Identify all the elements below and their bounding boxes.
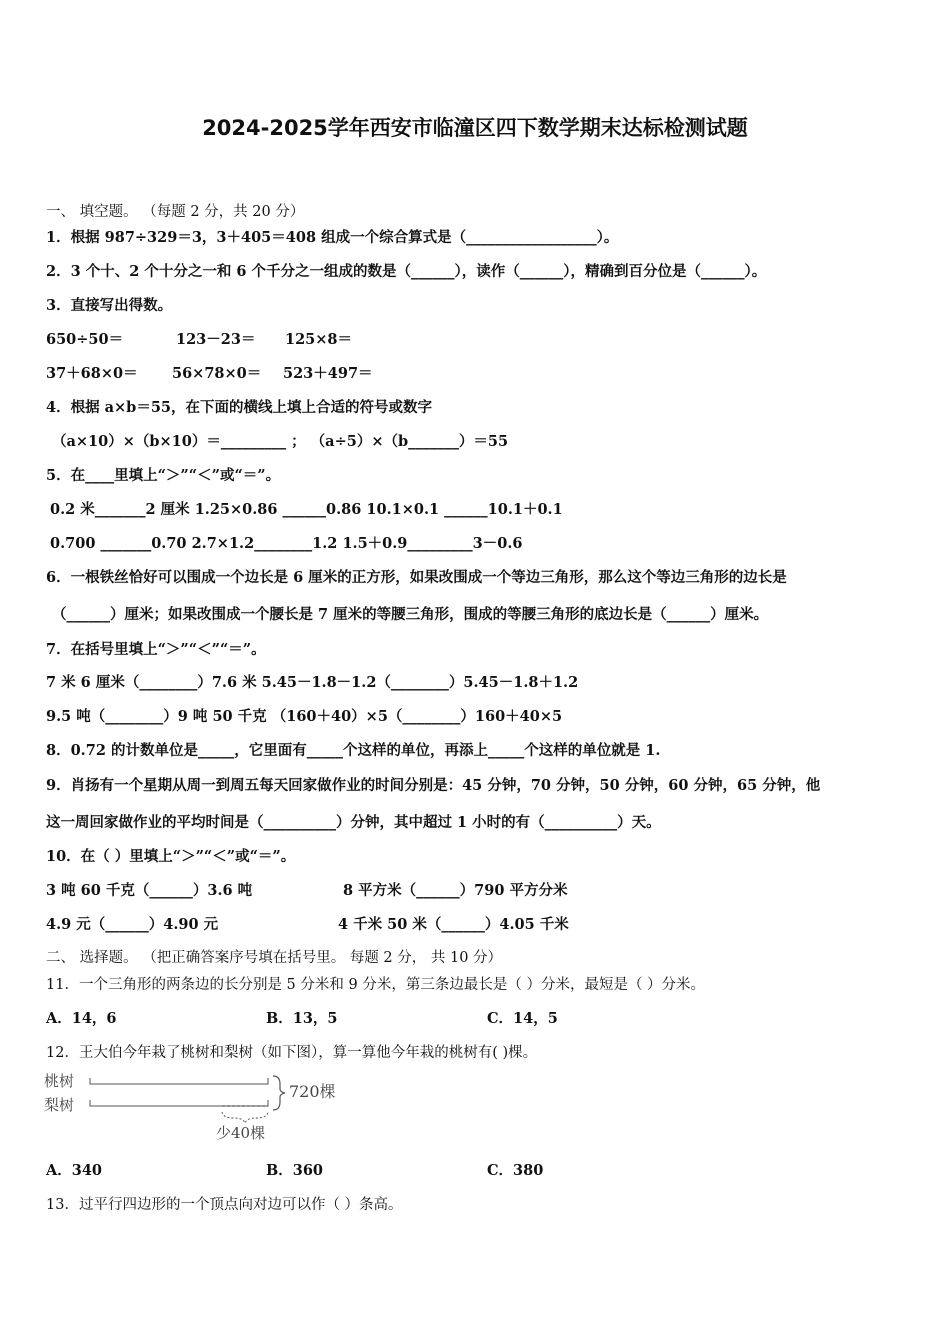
question-2: 2．3 个十、2 个十分之一和 6 个千分之一组成的数是（______），读作（______），精确到百分位是（______）。 (46, 263, 767, 280)
less-brace (222, 1112, 268, 1123)
calc-item: 650÷50＝ (46, 331, 124, 348)
peach-label: 桃树 (44, 1072, 75, 1090)
question-6-part-2: （______）厘米；如果改围成一个腰长是 7 厘米的等腰三角形，围成的等腰三角形的底边长是（______）厘米。 (52, 606, 769, 623)
option-a: A．14，6 (46, 1010, 117, 1027)
question-4: 4．根据 a×b＝55，在下面的横线上填上合适的符号或数字 (46, 399, 432, 416)
page-title: 2024-2025学年西安市临潼区四下数学期末达标检测试题 (202, 116, 748, 140)
compare-item: 4 千米 50 米（______）4.05 千米 (338, 916, 569, 933)
question-6-part-1: 6．一根铁丝恰好可以围成一个边长是 6 厘米的正方形，如果改围成一个等边三角形，那么这个等边三角形的边长是 (46, 569, 787, 586)
total-label: 720棵 (289, 1082, 336, 1101)
pear-segment (90, 1100, 268, 1106)
compare-item: 8 平方米（______）790 平方分米 (343, 882, 568, 899)
compare-item: 3 吨 60 千克（______）3.6 吨 (46, 882, 253, 899)
question-3: 3．直接写出得数。 (46, 297, 173, 314)
total-brace (273, 1076, 285, 1110)
section-1-heading: 一、 填空题。 （每题 2 分，共 20 分） (46, 204, 305, 220)
option-a: A．340 (46, 1162, 103, 1179)
tree-count-diagram (44, 1068, 364, 1142)
question-5-row-1: 0.2 米_______2 厘米 1.25×0.86 ______0.86 10.1×0.1 ______10.1＋0.1 (50, 501, 563, 518)
question-7-row-1: 7 米 6 厘米（________）7.6 米 5.45－1.8－1.2（________）5.45－1.8＋1.2 (46, 674, 579, 691)
question-8: 8．0.72 的计数单位是_____，它里面有_____个这样的单位，再添上_____个这样的单位就是 1. (46, 742, 661, 759)
question-7-row-2: 9.5 吨（________）9 吨 50 千克 （160＋40）×5（________）160＋40×5 (46, 708, 563, 725)
option-c: C．380 (487, 1162, 544, 1179)
option-b: B．360 (266, 1162, 324, 1179)
option-b: B．13，5 (266, 1010, 338, 1027)
calc-item: 123－23＝ (176, 331, 256, 348)
question-5-row-2: 0.700 _______0.70 2.7×1.2________1.2 1.5＋0.9_________3－0.6 (50, 535, 523, 552)
option-c: C．14，5 (487, 1010, 558, 1027)
question-13: 13．过平行四边形的一个顶点向对边可以作（ ）条高。 (46, 1197, 403, 1213)
question-10: 10．在（ ）里填上“＞”“＜”或“＝”。 (46, 848, 296, 865)
question-5: 5．在____里填上“＞”“＜”或“＝”。 (46, 467, 281, 484)
less-label: 少40棵 (216, 1124, 266, 1142)
question-12: 12．王大伯今年栽了桃树和梨树（如下图），算一算他今年栽的桃树有( )棵。 (46, 1045, 538, 1061)
question-7: 7．在括号里填上“＞”“＜”“＝”。 (46, 641, 266, 658)
question-9-part-1: 9．肖扬有一个星期从周一到周五每天回家做作业的时间分别是：45 分钟，70 分钟，50 分钟，60 分钟，65 分钟，他 (46, 777, 821, 794)
peach-segment (90, 1078, 268, 1084)
calc-item: 37＋68×0＝ (46, 365, 138, 382)
calc-item: 56×78×0＝ (172, 365, 262, 382)
section-2-heading: 二、 选择题。 （把正确答案序号填在括号里。 每题 2 分， 共 10 分） (46, 950, 503, 966)
calc-item: 523＋497＝ (283, 365, 373, 382)
compare-item: 4.9 元（______）4.90 元 (46, 916, 219, 933)
question-11: 11．一个三角形的两条边的长分别是 5 分米和 9 分米，第三条边最长是（ ）分米，最短是（ ）分米。 (46, 977, 706, 993)
question-9-part-2: 这一周回家做作业的平均时间是（__________）分钟，其中超过 1 小时的有（__________）天。 (46, 814, 661, 831)
calc-item: 125×8＝ (285, 331, 353, 348)
pear-label: 梨树 (44, 1096, 75, 1114)
question-4-blanks: （a×10）×（b×10）＝_________ ； （a÷5）×（b_______）＝55 (52, 433, 509, 450)
question-1: 1．根据 987÷329＝3，3＋405＝408 组成一个综合算式是（__________________）。 (46, 229, 619, 246)
